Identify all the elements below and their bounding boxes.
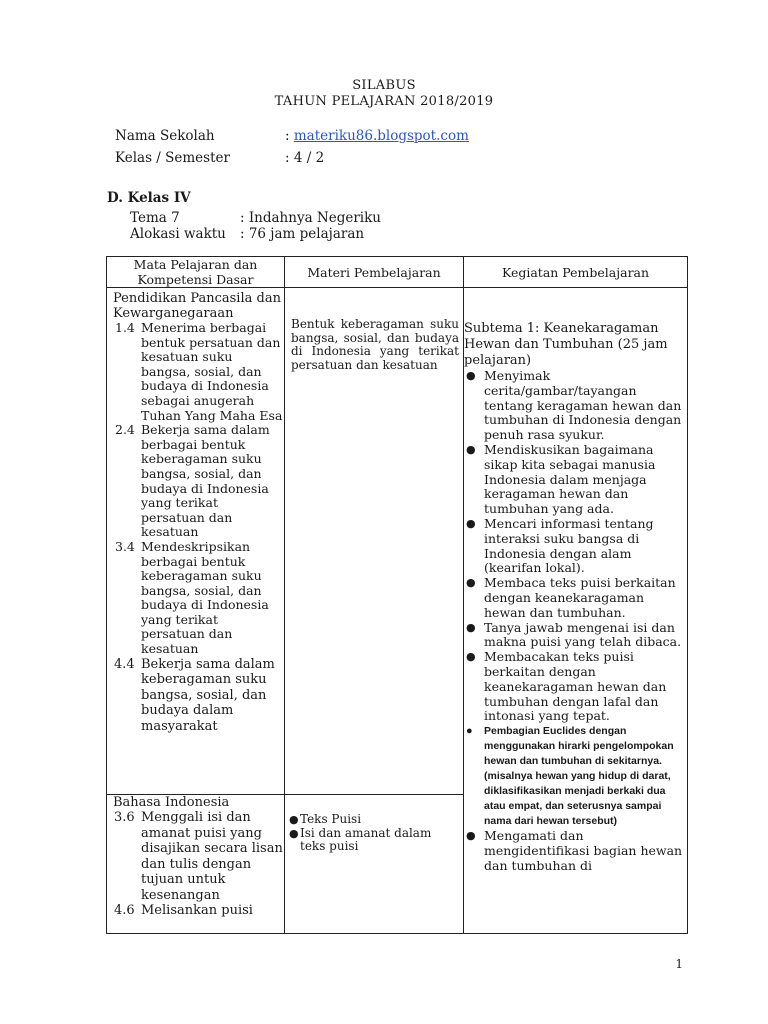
tema-value: : Indahnya Negeriku xyxy=(240,210,381,226)
header-kegiatan: Kegiatan Pembelajaran xyxy=(464,257,688,288)
subject-name: Pendidikan Pancasila dan Kewarganegaraan xyxy=(113,291,281,321)
bullet-icon: ● xyxy=(466,725,473,738)
school-link[interactable]: materiku86.blogspot.com xyxy=(293,128,469,144)
kd-cell-bahasa xyxy=(107,795,285,934)
info-class-row xyxy=(0,150,768,168)
list-item: ● Menyimak cerita/gambar/tayangan tentang keragaman hewan dan tumbuhan di Indonesia dengan penuh rasa syukur. xyxy=(466,368,682,443)
kegiatan-cell xyxy=(464,288,688,934)
document-subtitle: TAHUN PELAJARAN 2018/2019 xyxy=(274,94,494,109)
list-item: ● Tanya jawab mengenai isi dan makna puisi yang telah dibaca. xyxy=(466,619,682,650)
tema-label: Tema 7 xyxy=(130,210,180,226)
list-item: ● Teks Puisi xyxy=(289,812,362,826)
bullet-icon: ● xyxy=(466,576,476,590)
info-label: Kelas / Semester xyxy=(115,150,230,166)
bullet-icon: ● xyxy=(466,829,476,843)
info-school-row xyxy=(0,128,768,146)
subtema-heading: Subtema 1: Keanekaragaman Hewan dan Tumbuhan (25 jam pelajaran) xyxy=(464,321,668,368)
header-mapel: Mata Pelajaran dan Kompetensi Dasar xyxy=(107,257,285,288)
kd-item: 2.4 Bekerja sama dalam berbagai bentuk keberagaman suku bangsa, sosial, dan budaya di Indonesia yang terikat persatuan dan kesatuan xyxy=(115,422,270,540)
bullet-icon: ● xyxy=(289,826,299,840)
info-value: 4 / 2 xyxy=(293,150,325,166)
info-separator: : xyxy=(285,128,290,144)
list-item: ● Membacakan teks puisi berkaitan dengan keanekaragaman hewan dan tumbuhan dengan lafal dan intonasi yang tepat. xyxy=(466,649,667,724)
bullet-icon: ● xyxy=(466,442,476,456)
bullet-icon: ● xyxy=(466,369,476,382)
info-separator: : xyxy=(285,150,290,166)
materi-cell-bahasa xyxy=(285,795,464,934)
alokasi-label: Alokasi waktu xyxy=(130,226,226,242)
kd-item: 4.4 Bekerja sama dalam keberagaman suku bangsa, sosial, dan budaya dalam masyarakat xyxy=(114,656,275,734)
kd-item: 1.4 Menerima berbagai bentuk persatuan dan kesatuan suku bangsa, sosial, dan budaya di Indonesia sebagai anugerah Tuhan Yang Maha Esa xyxy=(115,320,283,423)
subject-name: Bahasa Indonesia xyxy=(113,795,230,810)
materi-list xyxy=(285,795,463,854)
bullet-icon: ● xyxy=(466,650,476,664)
alokasi-value: : 76 jam pelajaran xyxy=(240,226,365,242)
list-item: ● Mengamati dan mengidentifikasi bagian hewan dan tumbuhan di xyxy=(466,828,683,873)
table-header-row xyxy=(107,257,688,288)
list-item: ● Isi dan amanat dalam teks puisi xyxy=(289,825,432,853)
kd-item: 3.6 Menggali isi dan amanat puisi yang disajikan secara lisan dan tulis dengan tujuan untuk kesenangan xyxy=(114,810,283,903)
table-row xyxy=(107,288,688,795)
page-number: 1 xyxy=(675,957,683,971)
list-item: ● Membaca teks puisi berkaitan dengan keanekaragaman hewan dan tumbuhan. xyxy=(466,575,676,620)
document-title: SILABUS xyxy=(352,78,416,93)
bullet-icon: ● xyxy=(466,620,476,634)
info-label: Nama Sekolah xyxy=(115,128,215,144)
section-title: D. Kelas IV xyxy=(107,190,191,206)
bullet-icon: ● xyxy=(466,516,476,530)
syllabus-table xyxy=(106,256,688,934)
list-item: ● Mendiskusikan bagaimana sikap kita sebagai manusia Indonesia dalam menjaga keragaman hewan dan tumbuhan yang ada. xyxy=(466,441,656,517)
header-materi: Materi Pembelajaran xyxy=(285,257,464,288)
bullet-icon: ● xyxy=(289,813,299,826)
kd-item: 4.6 Melisankan puisi xyxy=(114,903,253,918)
list-item: ● Mencari informasi tentang interaksi suku bangsa di Indonesia dengan alam (kearifan lokal). xyxy=(466,515,654,576)
kd-item: 3.4 Mendeskripsikan berbagai bentuk keberagaman suku bangsa, sosial, dan budaya di Indonesia yang terikat persatuan dan kesatuan xyxy=(115,538,269,657)
list-item: ● Pembagian Euclides dengan menggunakan hirarki pengelompokan hewan dan tumbuhan di sekitarnya. (misalnya hewan yang hidup di darat, diklasifikasikan menjadi berkaki dua atau empat, dan seterusnya sampai nama dari hewan tersebut) xyxy=(466,725,674,828)
materi-cell-ppkn xyxy=(285,288,464,795)
kegiatan-list xyxy=(464,369,687,874)
kd-cell-ppkn xyxy=(107,288,285,795)
materi-text: Bentuk keberagaman suku bangsa, sosial, dan budaya di Indonesia yang terikat persatuan dan kesatuan xyxy=(291,317,459,372)
